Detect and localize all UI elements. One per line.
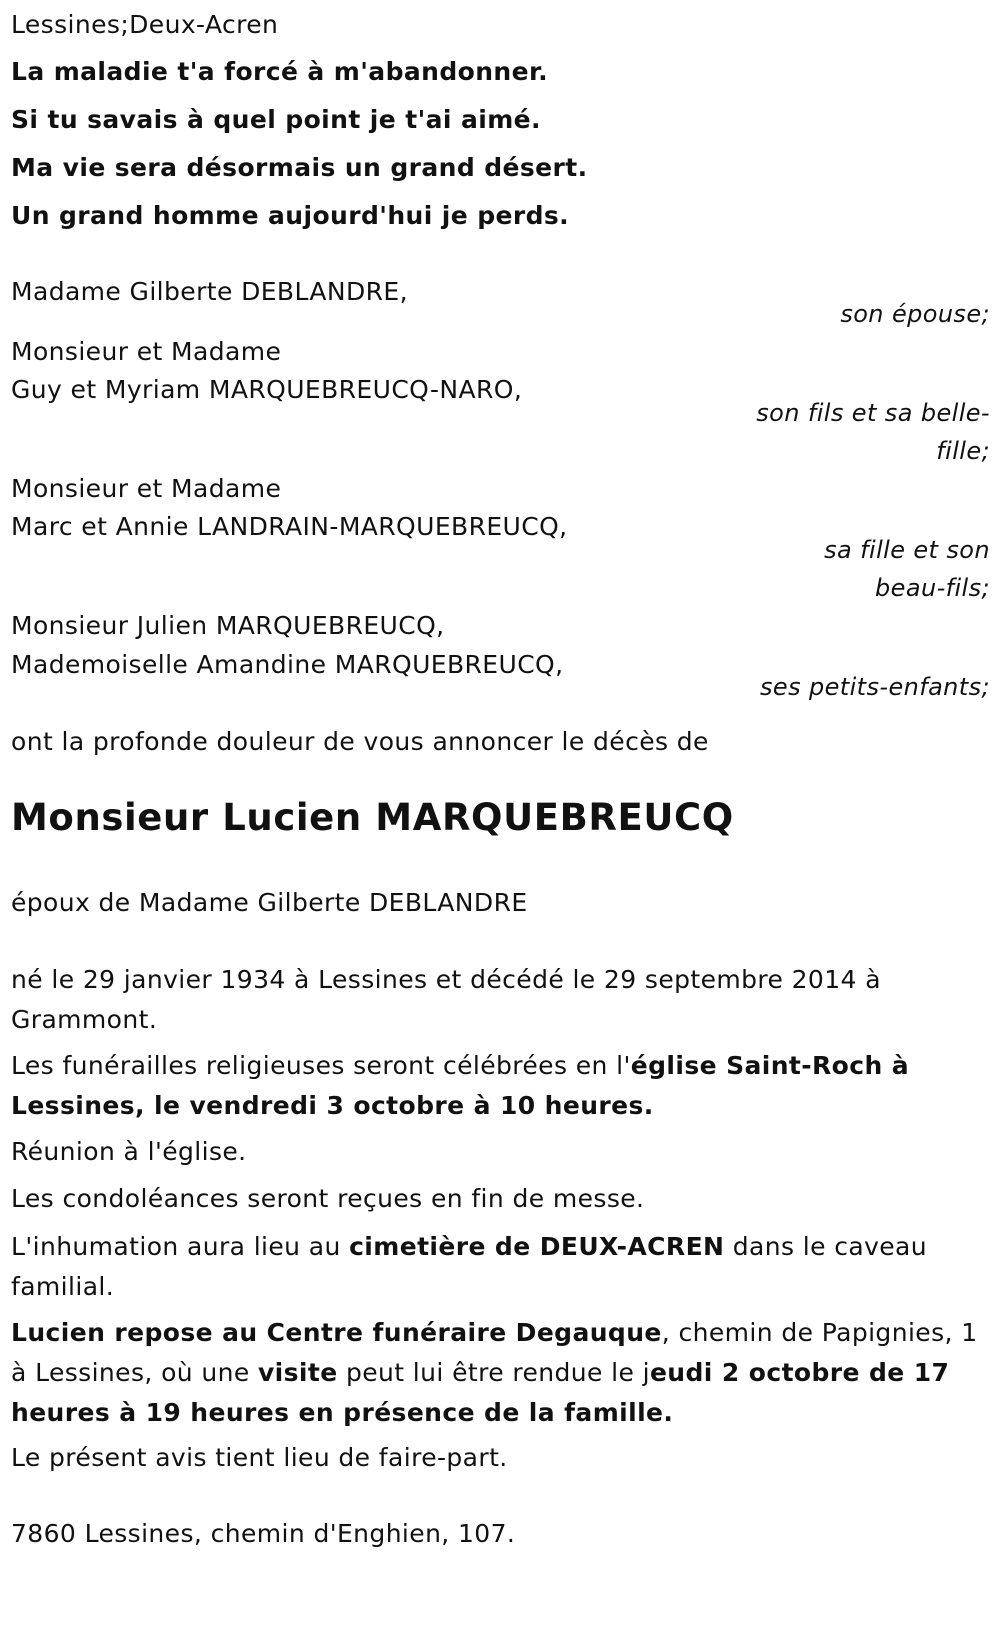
visit-location: Lucien repose au Centre funéraire Degauque [11,1318,662,1347]
wife-relation: son épouse; [840,300,990,328]
funeral-text-prefix: Les funérailles religieuses seront célébrées en l' [11,1051,631,1080]
son-title: Monsieur et Madame [11,337,282,366]
condolences-text: Les condoléances seront reçues en fin de messe. [11,1184,645,1213]
funeral-location-date: église Saint-Roch à Lessines, le vendredi 3 octobre à 10 heures. [11,1051,910,1120]
address-text: 7860 Lessines, chemin d'Enghien, 107. [11,1519,516,1548]
burial-prefix: L'inhumation aura lieu au [11,1232,350,1261]
meeting-text: Réunion à l'église. [11,1137,247,1166]
poem-line-3: Ma vie sera désormais un grand désert. [11,153,588,182]
visit-word: visite [257,1358,338,1387]
visit-address: , chemin de Papignies, 1 à Lessines, où une [11,1318,978,1387]
burial-cemetery: cimetière de DEUX-ACREN [349,1232,725,1261]
visit-middle: peut lui être rendue le j [337,1358,650,1387]
daughter-relation-line-2: beau-fils; [875,574,990,602]
daughter-title: Monsieur et Madame [11,474,282,503]
notice-text: Le présent avis tient lieu de faire-part. [11,1443,508,1472]
poem-line-4: Un grand homme aujourd'hui je perds. [11,201,570,230]
visit-date-time: eudi 2 octobre de 17 heures à 19 heures en présence de la famille. [11,1358,950,1427]
location-header: Lessines;Deux-Acren [11,10,279,39]
grandchild-1: Monsieur Julien MARQUEBREUCQ, [11,611,445,640]
daughter-name: Marc et Annie LANDRAIN-MARQUEBREUCQ, [11,512,568,541]
daughter-relation-line-1: sa fille et son [824,536,990,564]
announcement-text: ont la profonde douleur de vous annoncer le décès de [11,727,709,756]
visit-text [11,1313,981,1433]
poem-line-1: La maladie t'a forcé à m'abandonner. [11,57,549,86]
son-name: Guy et Myriam MARQUEBREUCQ-NARO, [11,375,523,404]
wife-name: Madame Gilberte DEBLANDRE, [11,277,408,306]
birth-death-text: né le 29 janvier 1934 à Lessines et décédé le 29 septembre 2014 à Grammont. [11,965,881,1034]
deceased-name: Monsieur Lucien MARQUEBREUCQ [11,796,734,839]
son-relation-line-1: son fils et sa belle- [756,399,990,427]
poem-line-2: Si tu savais à quel point je t'ai aimé. [11,105,541,134]
son-relation-line-2: fille; [936,437,990,465]
funeral-text [11,1046,981,1126]
spouse-line: époux de Madame Gilberte DEBLANDRE [11,888,528,917]
grandchild-2: Mademoiselle Amandine MARQUEBREUCQ, [11,650,564,679]
burial-text [11,1227,981,1307]
burial-suffix: dans le caveau familial. [11,1232,928,1301]
grandchildren-relation: ses petits-enfants; [760,673,990,701]
